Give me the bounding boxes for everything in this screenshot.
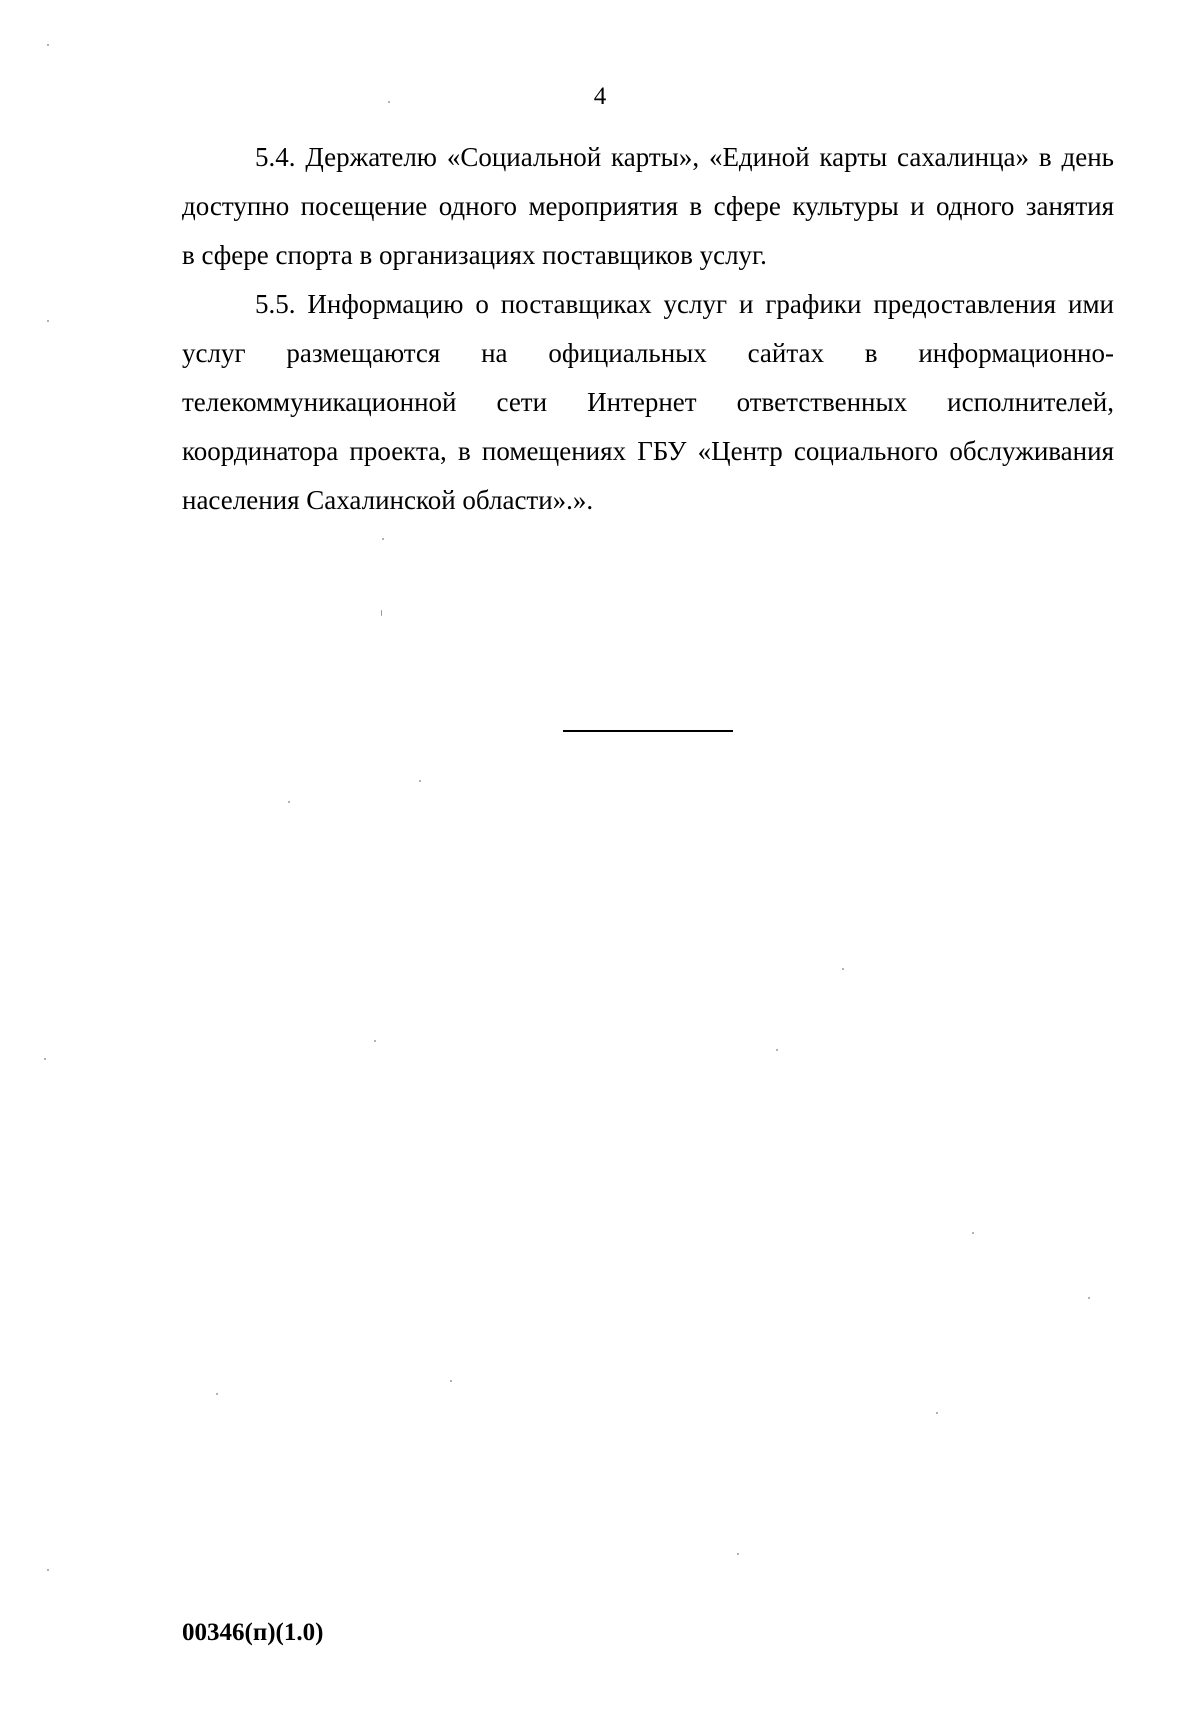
paragraph-5-4 [182,133,1114,280]
scan-speck [936,1412,938,1414]
page-number: 4 [593,83,607,110]
scan-speck [381,610,382,616]
paragraph-line: услуг размещаются на официальных сайтах в информационно- [182,338,1114,368]
scan-speck [1088,1297,1090,1299]
paragraph-line: населения Сахалинской области».». [182,485,594,515]
document-code: 00346(п)(1.0) [182,1619,324,1646]
paragraph-line: 5.5. Информацию о поставщиках услуг и графики предоставления ими [255,289,1114,319]
paragraph-line: 5.4. Держателю «Социальной карты», «Единой карты сахалинца» в день [255,142,1114,172]
scan-speck [737,1553,739,1555]
paragraph-line: координатора проекта, в помещениях ГБУ «Центр социального обслуживания [182,436,1114,466]
scan-speck [47,320,49,322]
scan-speck [450,1380,452,1382]
scan-speck [47,1569,49,1571]
end-separator-line [563,730,733,732]
scan-speck [47,44,49,46]
document-body [182,133,1114,525]
paragraph-line: доступно посещение одного мероприятия в сфере культуры и одного занятия [182,191,1114,221]
paragraph-line: в сфере спорта в организациях поставщиков услуг. [182,240,767,270]
scan-speck [972,1232,974,1234]
paragraph-5-5 [182,280,1114,525]
scan-speck [374,1040,376,1042]
scan-speck [382,538,384,540]
scan-speck [288,801,290,803]
scan-speck [419,780,421,782]
scan-speck [776,1049,778,1051]
scan-speck [44,1058,46,1060]
scan-speck [842,968,844,970]
scan-speck [216,1393,218,1395]
scan-speck [388,101,390,103]
paragraph-line: телекоммуникационной сети Интернет ответственных исполнителей, [182,387,1114,417]
